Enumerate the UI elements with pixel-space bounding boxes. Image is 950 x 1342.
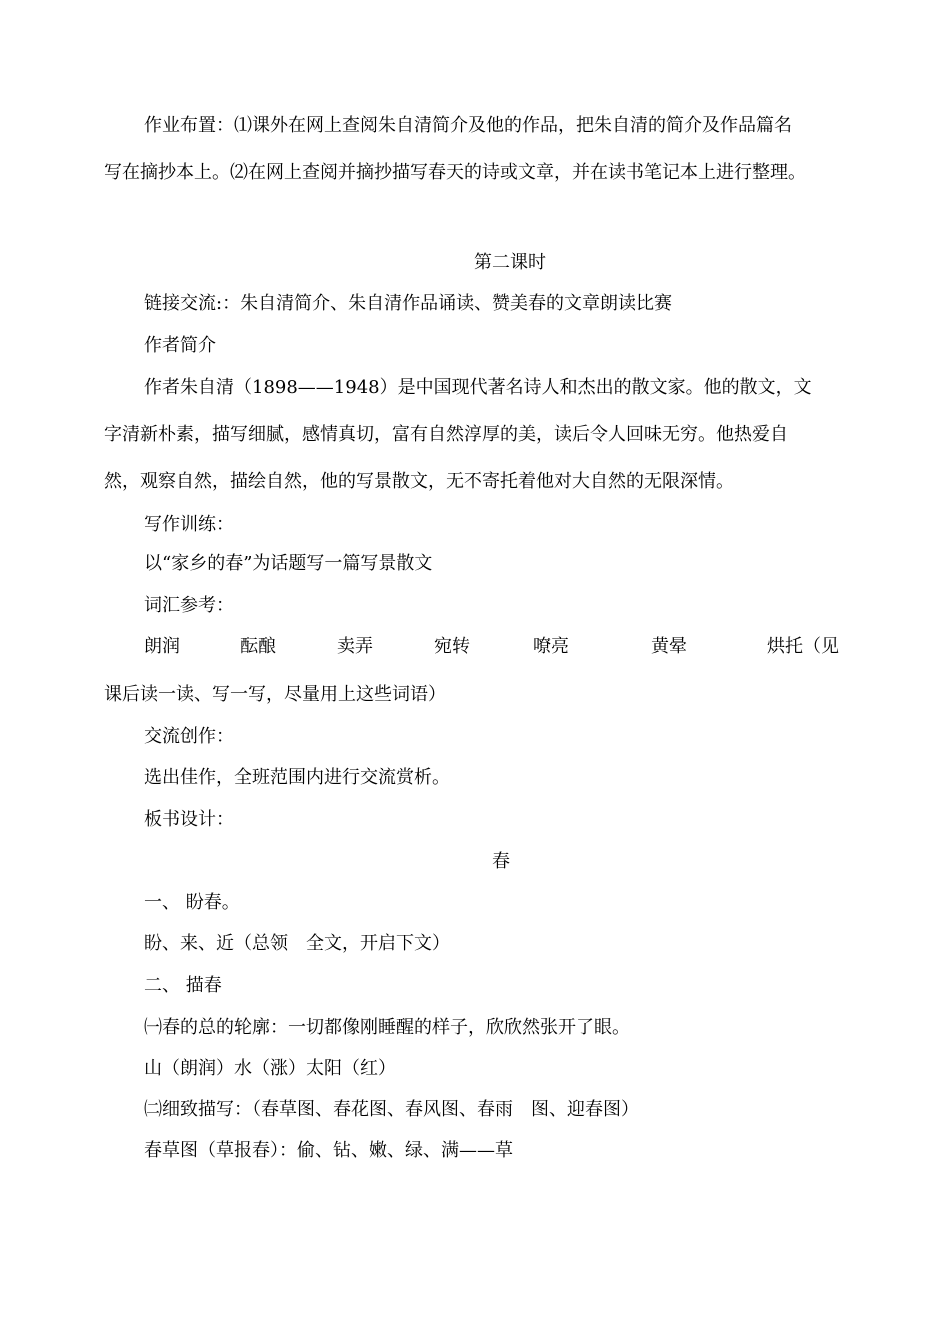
author-bio-line-2: 字清新朴素，描写细腻，感情真切，富有自然淳厚的美，读后令人回味无穷。他热爱自 [104, 424, 788, 445]
homework-line-1: 作业布置：⑴课外在网上查阅朱自清简介及他的作品，把朱自清的简介及作品篇名 [144, 115, 792, 136]
vocab-word: 烘托（见 [767, 636, 839, 657]
vocab-word-row [0, 635, 950, 659]
vocab-note: 课后读一读、写一写，尽量用上这些词语） [104, 684, 446, 705]
outline-section-2-part-b: ㈡细致描写：（春草图、春花图、春风图、春雨 图、迎春图） [144, 1099, 639, 1120]
vocab-word: 酝酿 [240, 636, 276, 657]
exchange-text: 选出佳作，全班范围内进行交流赏析。 [144, 767, 450, 788]
outline-section-1-detail: 盼、来、近（总领 全文，开启下文） [144, 933, 450, 954]
vocab-word: 朗润 [144, 636, 180, 657]
author-heading: 作者简介 [144, 335, 216, 356]
writing-topic: 以“家乡的春”为话题写一篇写景散文 [144, 553, 433, 574]
homework-line-2: 写在摘抄本上。⑵在网上查阅并摘抄描写春天的诗或文章，并在读书笔记本上进行整理。 [104, 162, 806, 183]
vocab-word: 宛转 [434, 636, 470, 657]
exchange-heading: 交流创作： [144, 726, 234, 747]
outline-section-1: 一、 盼春。 [144, 892, 240, 913]
author-bio-line-3: 然，观察自然，描绘自然，他的写景散文，无不寄托着他对大自然的无限深情。 [104, 471, 734, 492]
outline-section-2-part-a: ㈠春的总的轮廓：一切都像刚睡醒的样子，欣欣然张开了眼。 [144, 1017, 630, 1038]
vocab-word: 卖弄 [337, 636, 373, 657]
vocab-heading: 词汇参考： [144, 595, 234, 616]
outline-section-2-part-a-detail: 山（朗润）水（涨）太阳（红） [144, 1058, 396, 1079]
outline-section-2: 二、 描春 [144, 975, 222, 996]
link-exchange: 链接交流:：朱自清简介、朱自清作品诵读、赞美春的文章朗读比赛 [144, 293, 673, 314]
lesson-title: 第二课时 [474, 252, 546, 273]
board-title: 春 [492, 851, 510, 872]
outline-section-2-part-b-detail: 春草图（草报春）：偷、钻、嫩、绿、满——草 [144, 1140, 513, 1161]
author-bio-line-1: 作者朱自清（1898——1948）是中国现代著名诗人和杰出的散文家。他的散文，文 [144, 377, 812, 398]
board-heading: 板书设计： [144, 809, 234, 830]
vocab-word: 黄晕 [651, 636, 687, 657]
writing-heading: 写作训练： [144, 514, 234, 535]
vocab-word: 嘹亮 [533, 636, 569, 657]
